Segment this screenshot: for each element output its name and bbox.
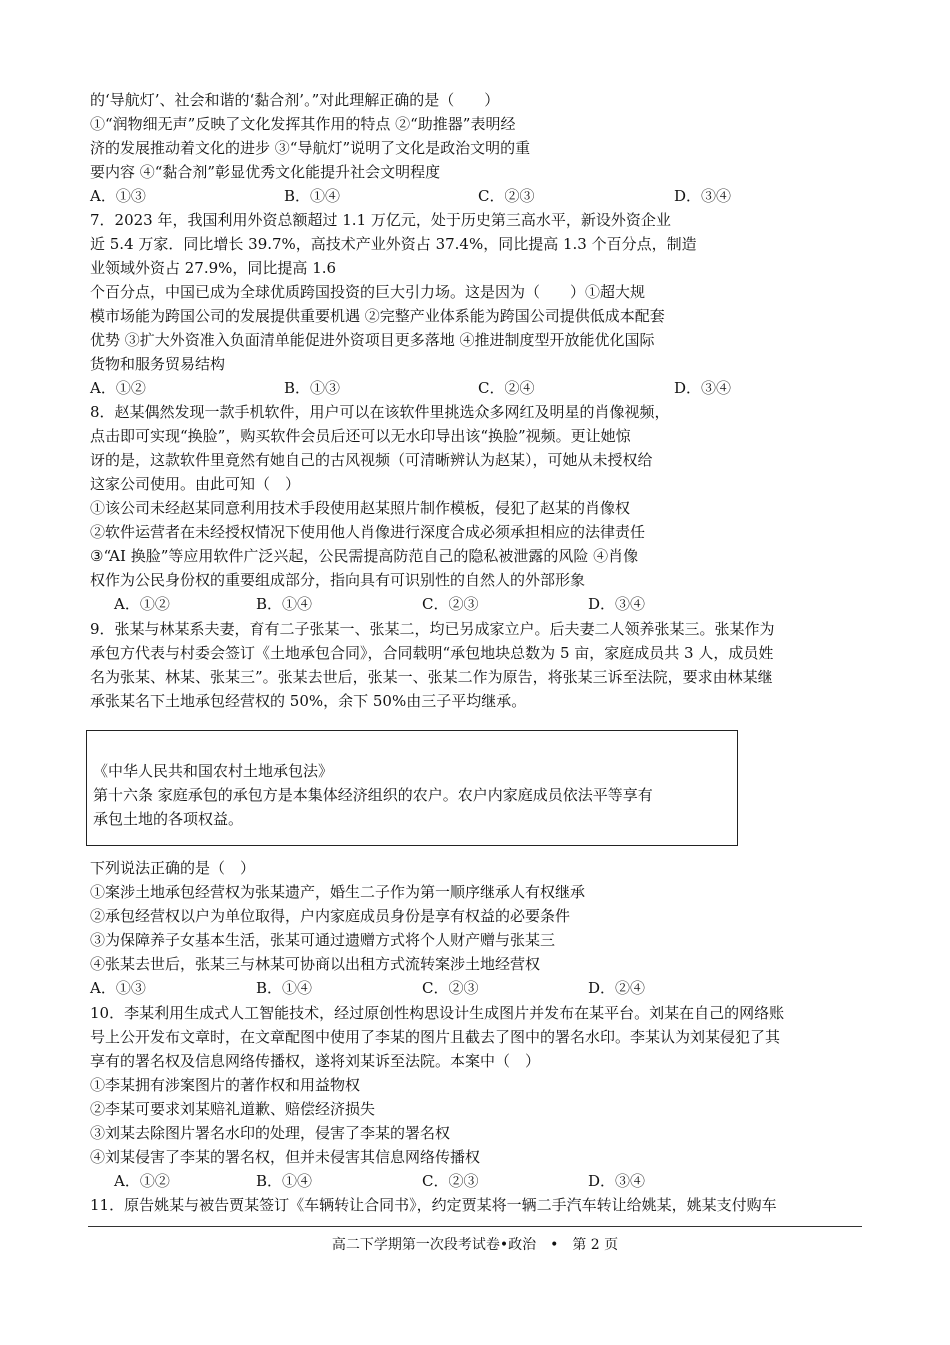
q7-option-a: A．①② <box>90 379 146 397</box>
q7-line-7: 货物和服务贸易结构 <box>90 355 226 373</box>
law-title: 《中华人民共和国农村土地承包法》 <box>93 762 334 780</box>
q10-statement-4: ④刘某侵害了李某的署名权，但并未侵害其信息网络传播权 <box>90 1148 481 1166</box>
law-excerpt-box <box>86 730 738 846</box>
q7-line-6: 优势 ③扩大外资准入负面清单能促进外资项目更多落地 ④推进制度型开放能优化国际 <box>90 331 655 349</box>
q8-line-1: 8．赵某偶然发现一款手机软件，用户可以在该软件里挑选众多网红及明星的肖像视频， <box>90 403 670 421</box>
q8-option-d: D．③④ <box>588 595 646 613</box>
q9-option-b: B．①④ <box>256 979 313 997</box>
law-article-cont: 承包土地的各项权益。 <box>93 810 244 828</box>
q8-line-3: 讶的是，这款软件里竟然有她自己的古风视频（可清晰辨认为赵某），可她从未授权给 <box>90 451 653 469</box>
q6-option-b: B．①④ <box>284 187 341 205</box>
q9-line-4: 承张某名下土地承包经营权的 50%，余下 50%由三子平均继承。 <box>90 692 527 710</box>
q6-line-1: 的‘导航灯’、社会和谐的‘黏合剂’。”对此理解正确的是（ ） <box>90 91 500 109</box>
q9-statement-3: ③为保障养子女基本生活，张某可通过遗赠方式将个人财产赠与张某三 <box>90 931 556 949</box>
q9-option-a: A．①③ <box>90 979 146 997</box>
q6-option-c: C．②③ <box>478 187 535 205</box>
q10-option-a: A．①② <box>114 1172 170 1190</box>
q8-option-b: B．①④ <box>256 595 313 613</box>
q6-line-4: 要内容 ④“黏合剂”彰显优秀文化能提升社会文明程度 <box>90 163 441 181</box>
q9-option-d: D．②④ <box>588 979 646 997</box>
q7-line-5: 模市场能为跨国公司的发展提供重要机遇 ②完整产业体系能为跨国公司提供低成本配套 <box>90 307 665 325</box>
q6-line-2: ①“润物细无声”反映了文化发挥其作用的特点 ②“助推器”表明经 <box>90 115 516 133</box>
q8-line-8: 权作为公民身份权的重要组成部分，指向具有可识别性的自然人的外部形象 <box>90 571 586 589</box>
q10-line-2: 号上公开发布文章时，在文章配图中使用了李某的图片且截去了图中的署名水印。李某认为刘某侵犯了其 <box>90 1028 781 1046</box>
q9-stem: 下列说法正确的是（ ） <box>90 859 256 877</box>
q7-option-c: C．②④ <box>478 379 535 397</box>
q7-option-b: B．①③ <box>284 379 341 397</box>
q9-option-c: C．②③ <box>422 979 479 997</box>
q11-line-1: 11．原告姚某与被告贾某签订《车辆转让合同书》，约定贾某将一辆二手汽车转让给姚某，姚某支付购车 <box>90 1196 777 1214</box>
q9-statement-4: ④张某去世后，张某三与林某可协商以出租方式流转案涉土地经营权 <box>90 955 541 973</box>
q6-option-d: D．③④ <box>674 187 732 205</box>
q10-option-c: C．②③ <box>422 1172 479 1190</box>
q10-statement-1: ①李某拥有涉案图片的著作权和用益物权 <box>90 1076 361 1094</box>
q10-option-d: D．③④ <box>588 1172 646 1190</box>
q8-line-2: 点击即可实现“换脸”，购买软件会员后还可以无水印导出该“换脸”视频。更让她惊 <box>90 427 631 445</box>
q9-statement-1: ①案涉土地承包经营权为张某遗产，婚生二子作为第一顺序继承人有权继承 <box>90 883 586 901</box>
q8-line-7: ③“AI 换脸”等应用软件广泛兴起，公民需提高防范自己的隐私被泄露的风险 ④肖像 <box>90 547 639 565</box>
q8-line-5: ①该公司未经赵某同意利用技术手段使用赵某照片制作模板，侵犯了赵某的肖像权 <box>90 499 631 517</box>
q7-line-3: 业领域外资占 27.9%，同比提高 1.6 <box>90 259 337 277</box>
q9-line-1: 9．张某与林某系夫妻，育有二子张某一、张某二，均已另成家立户。后夫妻二人领养张某三。张某作为 <box>90 620 775 638</box>
q9-line-2: 承包方代表与村委会签订《土地承包合同》，合同载明“承包地块总数为 5 亩，家庭成员共 3 人，成员姓 <box>90 644 774 662</box>
q10-option-b: B．①④ <box>256 1172 313 1190</box>
q10-statement-2: ②李某可要求刘某赔礼道歉、赔偿经济损失 <box>90 1100 376 1118</box>
q6-line-3: 济的发展推动着文化的进步 ③“导航灯”说明了文化是政治文明的重 <box>90 139 531 157</box>
q7-option-d: D．③④ <box>674 379 732 397</box>
q10-line-3: 享有的署名权及信息网络传播权，遂将刘某诉至法院。本案中（ ） <box>90 1052 541 1070</box>
q10-statement-3: ③刘某去除图片署名水印的处理，侵害了李某的署名权 <box>90 1124 451 1142</box>
footer-divider <box>88 1226 862 1227</box>
q6-option-a: A．①③ <box>90 187 146 205</box>
q8-line-4: 这家公司使用。由此可知（ ） <box>90 475 301 493</box>
q7-line-2: 近 5.4 万家．同比增长 39.7%，高技术产业外资占 37.4%，同比提高 1.3 个百分点，制造 <box>90 235 697 253</box>
q9-statement-2: ②承包经营权以户为单位取得，户内家庭成员身份是享有权益的必要条件 <box>90 907 571 925</box>
q9-line-3: 名为张某、林某、张某三”。张某去世后，张某一、张某二作为原告，将张某三诉至法院，要求由林某继 <box>90 668 773 686</box>
law-article: 第十六条 家庭承包的承包方是本集体经济组织的农户。农户内家庭成员依法平等享有 <box>93 786 653 804</box>
page-footer: 高二下学期第一次段考试卷•政治 • 第 2 页 <box>331 1237 619 1253</box>
q8-option-c: C．②③ <box>422 595 479 613</box>
q7-line-1: 7．2023 年，我国利用外资总额超过 1.1 万亿元，处于历史第三高水平，新设外资企业 <box>90 211 671 229</box>
q7-line-4: 个百分点，中国已成为全球优质跨国投资的巨大引力场。这是因为（ ）①超大规 <box>90 283 646 301</box>
q8-line-6: ②软件运营者在未经授权情况下使用他人肖像进行深度合成必须承担相应的法律责任 <box>90 523 646 541</box>
q10-line-1: 10．李某利用生成式人工智能技术，经过原创性构思设计生成图片并发布在某平台。刘某在自己的网络账 <box>90 1004 785 1022</box>
q8-option-a: A．①② <box>114 595 170 613</box>
